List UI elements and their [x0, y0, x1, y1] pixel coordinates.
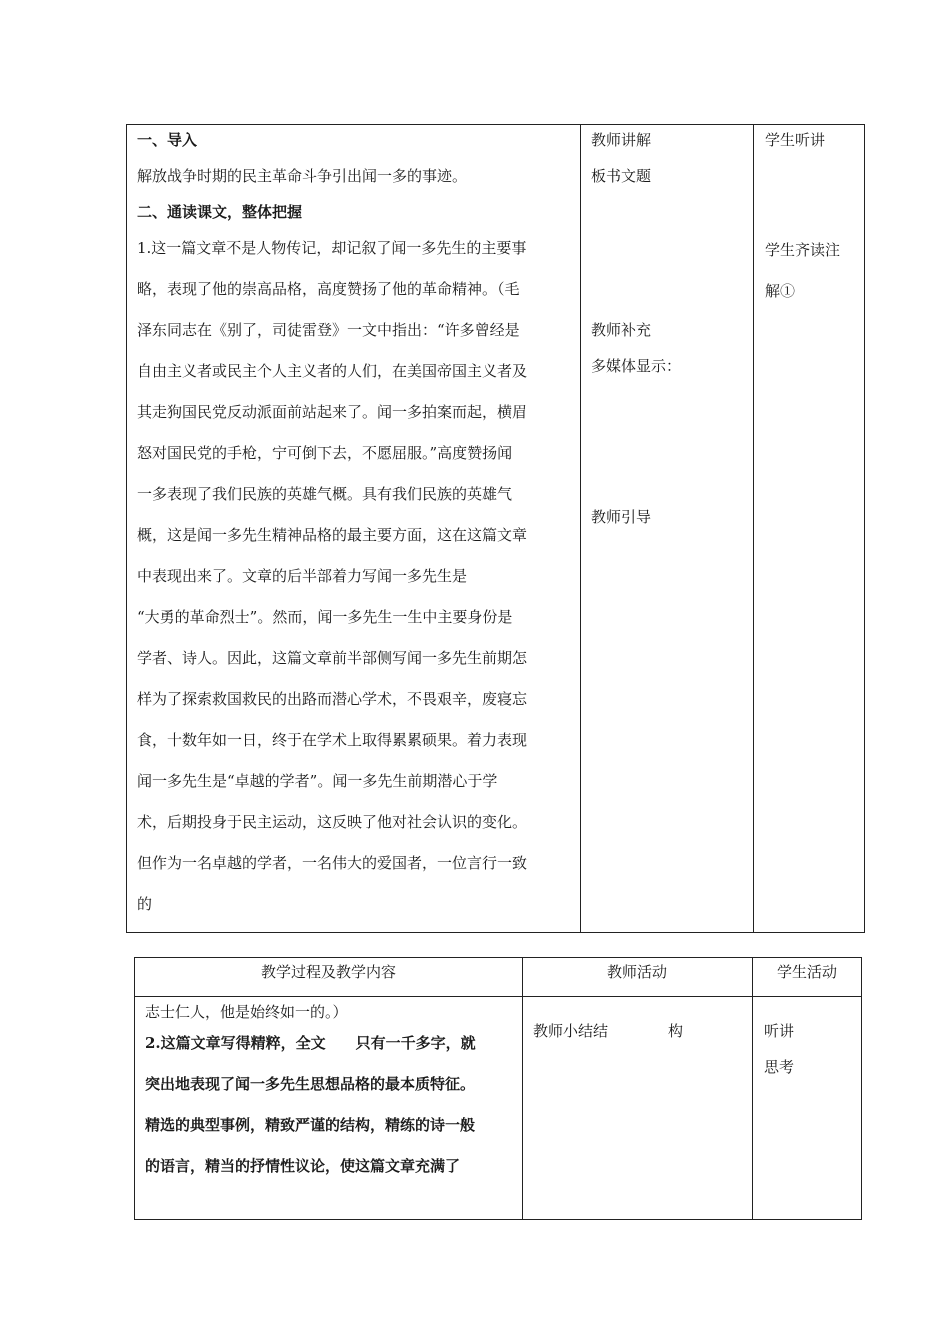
student-activity: 思考	[764, 1058, 795, 1076]
content-line: 泽东同志在《别了，司徒雷登》一文中指出：“许多曾经是	[137, 321, 520, 339]
content-line: 自由主义者或民主个人主义者的人们，在美国帝国主义者及	[137, 362, 528, 380]
teacher-activity: 多媒体显示：	[591, 357, 682, 375]
column-divider	[522, 958, 523, 1219]
content-line: 志士仁人，他是始终如一的。）	[145, 1003, 348, 1021]
content-line: 术，后期投身于民主运动，这反映了他对社会认识的变化。	[137, 813, 528, 831]
teaching-content-cell	[145, 1000, 520, 1194]
content-line: 其走狗国民党反动派面前站起来了。闻一多拍案而起，横眉	[137, 403, 528, 421]
lesson-table-1	[126, 124, 865, 933]
student-activity-cell	[764, 1018, 859, 1095]
column-divider	[753, 125, 754, 932]
teaching-content-cell	[137, 127, 577, 932]
teacher-activity: 板书文题	[591, 167, 652, 185]
student-activity: 学生听讲	[765, 131, 826, 149]
content-line: 概，这是闻一多先生精神品格的最主要方面，这在这篇文章	[137, 526, 528, 544]
content-line: 突出地表现了闻一多先生思想品格的最本质特征。	[145, 1075, 476, 1093]
section-heading: 二、通读课文，整体把握	[137, 203, 303, 221]
lesson-table-2	[134, 957, 862, 1220]
content-line: 2.这篇文章写得精粹，全文 只有一千多字，就	[145, 1034, 476, 1052]
student-activity: 学生齐读注	[765, 241, 841, 259]
content-line: “大勇的革命烈士”。然而，闻一多先生一生中主要身份是	[137, 608, 513, 626]
content-line: 的	[137, 895, 153, 913]
student-activity: 解①	[765, 282, 796, 300]
student-activity: 听讲	[764, 1022, 795, 1040]
content-line: 的语言，精当的抒情性议论，使这篇文章充满了	[145, 1157, 461, 1175]
header-teacher-activity: 教师活动	[606, 963, 667, 981]
header-student-activity: 学生活动	[776, 963, 837, 981]
content-line: 解放战争时期的民主革命斗争引出闻一多的事迹。	[137, 167, 468, 185]
content-line: 闻一多先生是“卓越的学者”。闻一多先生前期潜心于学	[137, 772, 498, 790]
content-line: 精选的典型事例，精致严谨的结构，精练的诗一般	[145, 1116, 476, 1134]
teacher-activity-cell	[591, 127, 751, 540]
student-activity-cell	[765, 127, 861, 319]
content-line: 1.这一篇文章不是人物传记，却记叙了闻一多先生的主要事	[137, 239, 527, 257]
column-divider	[752, 958, 753, 1219]
teacher-activity: 教师讲解	[591, 131, 652, 149]
section-heading: 一、导入	[137, 131, 198, 149]
content-line: 学者、诗人。因此，这篇文章前半部侧写闻一多先生前期怎	[137, 649, 528, 667]
content-line: 略，表现了他的崇高品格，高度赞扬了他的革命精神。（毛	[137, 280, 520, 298]
column-divider	[580, 125, 581, 932]
content-line: 样为了探索救国救民的出路而潜心学术，不畏艰辛，废寝忘	[137, 690, 528, 708]
teacher-activity-cell	[533, 1018, 748, 1059]
teacher-activity: 教师小结结 构	[533, 1022, 684, 1040]
content-line: 怒对国民党的手枪，宁可倒下去，不愿屈服。”高度赞扬闻	[137, 444, 513, 462]
teacher-activity: 教师引导	[591, 508, 652, 526]
content-line: 食，十数年如一日，终于在学术上取得累累硕果。着力表现	[137, 731, 528, 749]
header-teaching-content: 教学过程及教学内容	[260, 963, 396, 981]
content-line: 一多表现了我们民族的英雄气概。具有我们民族的英雄气	[137, 485, 513, 503]
content-line: 中表现出来了。文章的后半部着力写闻一多先生是	[137, 567, 468, 585]
content-line: 但作为一名卓越的学者，一名伟大的爱国者，一位言行一致	[137, 854, 528, 872]
teacher-activity: 教师补充	[591, 321, 652, 339]
